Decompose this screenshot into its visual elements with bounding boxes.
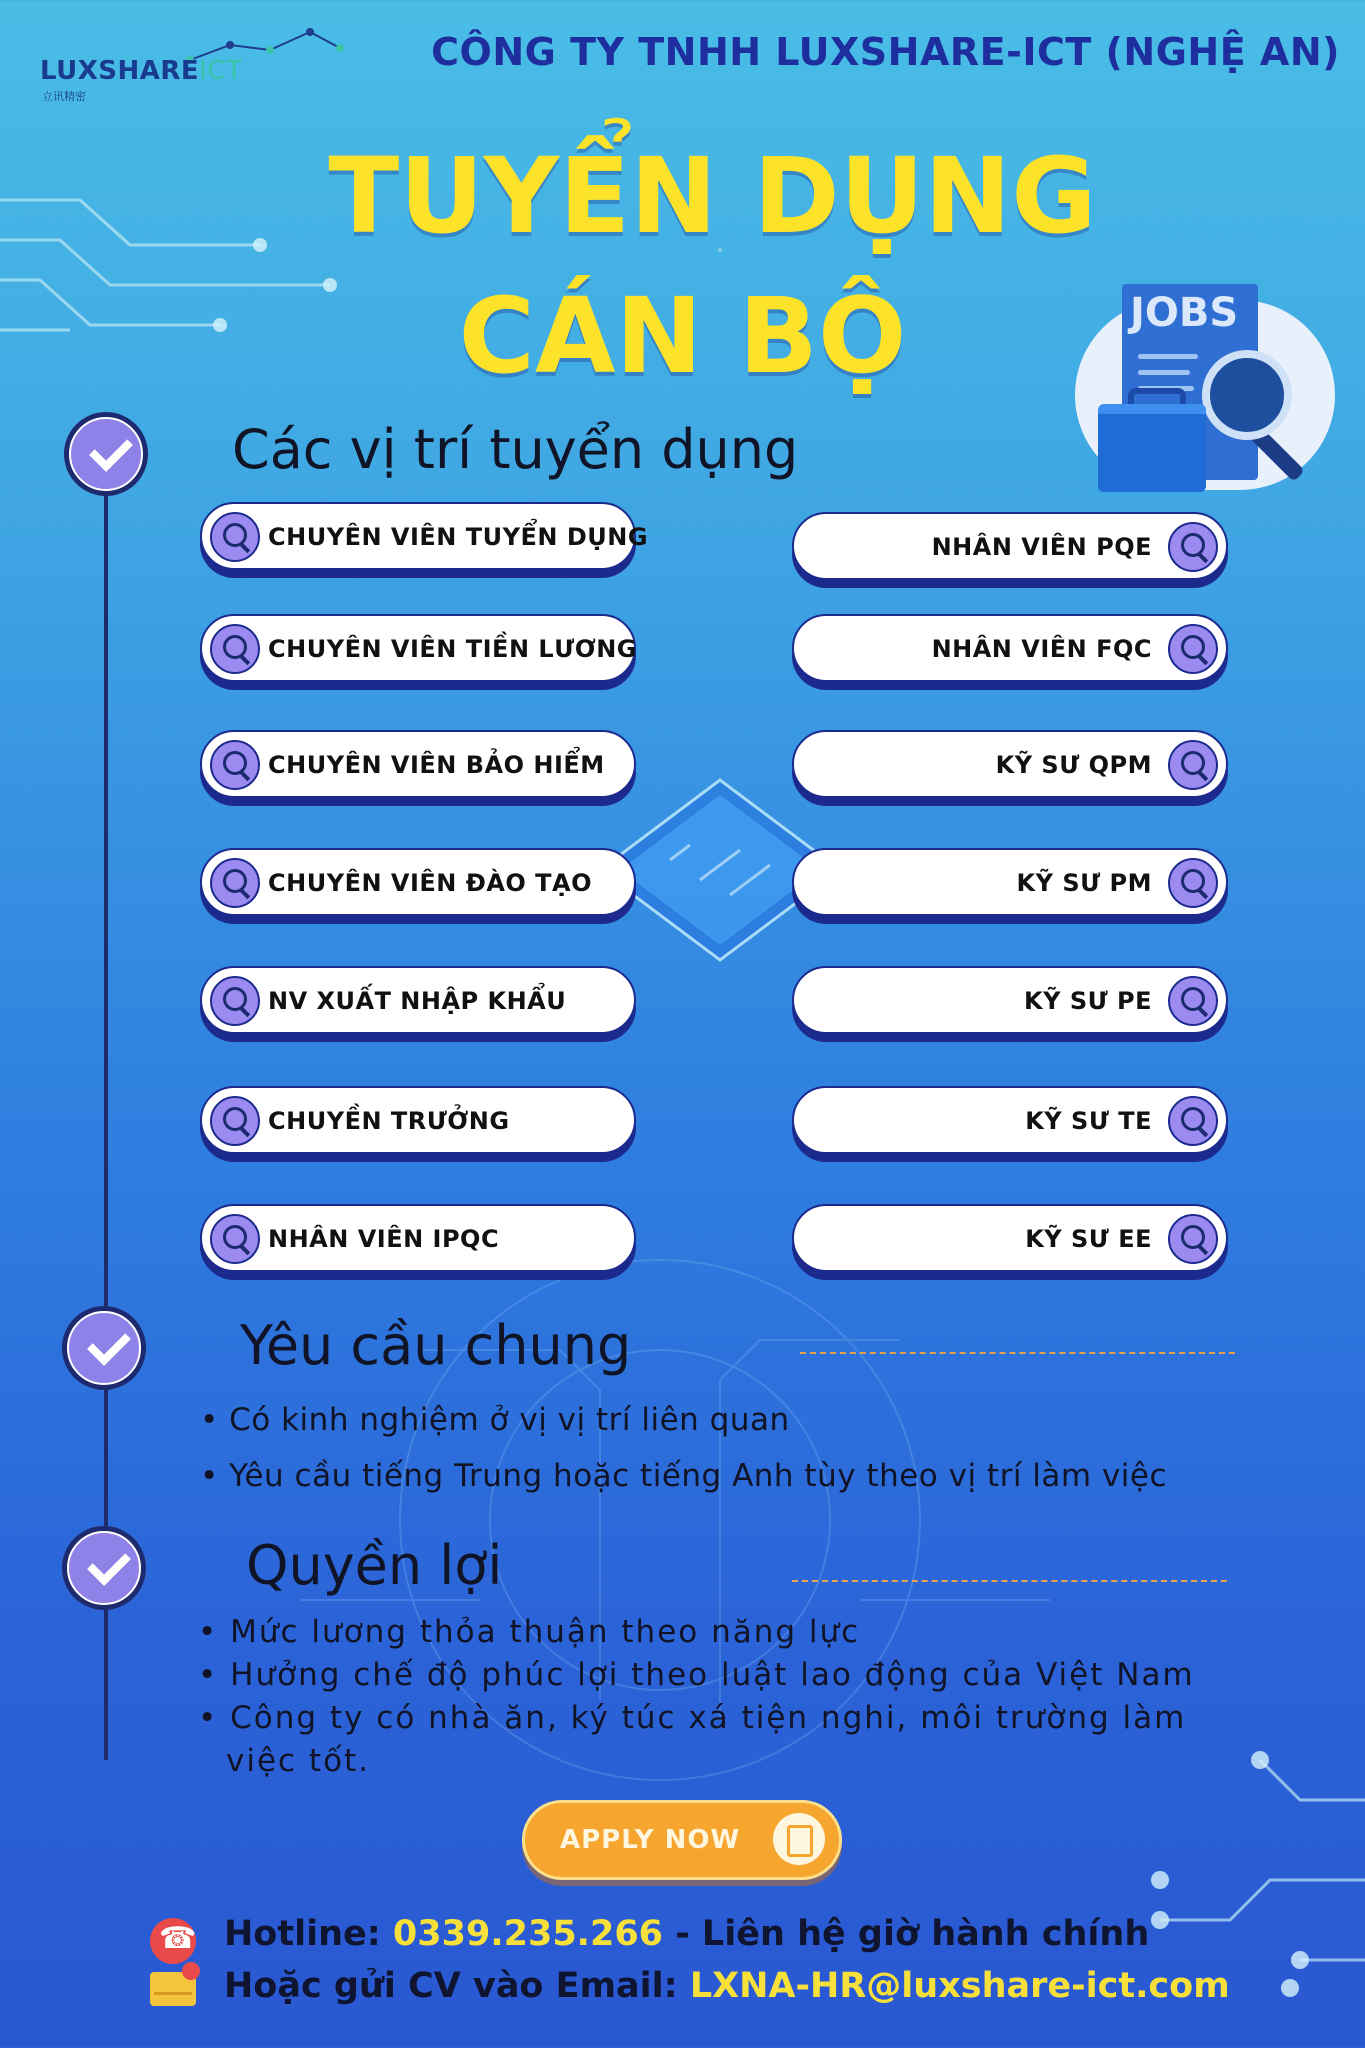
email-address[interactable]: LXNA-HR@luxshare-ict.com	[689, 1966, 1230, 2006]
requirement-item: • Yêu cầu tiếng Trung hoặc tiếng Anh tùy theo vị trí làm việc	[200, 1458, 1168, 1494]
hero-title-line1: TUYỂN DỤNG	[328, 135, 1097, 257]
search-icon	[1168, 624, 1218, 674]
company-logo	[40, 20, 320, 110]
position-pill[interactable]	[792, 512, 1228, 580]
jobs-label: JOBS	[1130, 290, 1239, 336]
email-label: Hoặc gửi CV vào Email:	[224, 1966, 678, 2006]
position-label: NV XUẤT NHẬP KHẨU	[268, 987, 567, 1015]
search-icon	[210, 624, 260, 674]
apply-now-button[interactable]	[522, 1800, 842, 1880]
notification-badge	[182, 1962, 200, 1980]
position-pill[interactable]	[792, 730, 1228, 798]
position-label: KỸ SƯ PM	[1016, 869, 1152, 897]
position-pill[interactable]	[200, 614, 636, 682]
hotline-label: Hotline:	[224, 1914, 381, 1954]
position-pill[interactable]	[792, 614, 1228, 682]
search-icon	[210, 1214, 260, 1264]
position-pill[interactable]	[792, 1204, 1228, 1272]
hotline-line	[224, 1914, 1149, 1954]
logo-subtitle: 立讯精密	[42, 90, 86, 103]
position-label: KỸ SƯ EE	[1025, 1225, 1152, 1253]
benefit-item: • Công ty có nhà ăn, ký túc xá tiện nghi, môi trường làm	[198, 1700, 1187, 1736]
search-icon	[210, 512, 260, 562]
position-label: NHÂN VIÊN FQC	[931, 635, 1152, 663]
apply-label: APPLY NOW	[560, 1825, 741, 1855]
search-icon	[210, 976, 260, 1026]
position-label: CHUYÊN VIÊN TUYỂN DỤNG	[268, 523, 649, 551]
check-icon	[64, 412, 148, 496]
hotline-number[interactable]: 0339.235.266	[392, 1914, 664, 1954]
search-icon	[210, 858, 260, 908]
divider	[800, 1352, 1235, 1354]
position-pill[interactable]	[200, 730, 636, 798]
check-icon	[62, 1526, 146, 1610]
position-label: CHUYÊN VIÊN TIỀN LƯƠNG	[268, 635, 637, 663]
requirements-heading: Yêu cầu chung	[240, 1314, 632, 1377]
benefit-item: việc tốt.	[226, 1743, 371, 1779]
document-edit-icon	[773, 1813, 825, 1865]
requirement-item: • Có kinh nghiệm ở vị vị trí liên quan	[200, 1402, 790, 1438]
position-pill[interactable]	[200, 966, 636, 1034]
magnifier-icon	[1202, 350, 1292, 440]
position-pill[interactable]	[792, 848, 1228, 916]
position-label: KỸ SƯ QPM	[995, 751, 1152, 779]
position-pill[interactable]	[200, 848, 636, 916]
search-icon	[1168, 858, 1218, 908]
phone-icon	[150, 1918, 196, 1964]
position-label: CHUYÊN VIÊN BẢO HIỂM	[268, 751, 605, 779]
position-pill[interactable]	[200, 1086, 636, 1154]
check-icon	[62, 1306, 146, 1390]
position-pill[interactable]	[200, 502, 649, 570]
briefcase-icon	[1098, 404, 1206, 492]
position-label: CHUYÊN VIÊN ĐÀO TẠO	[268, 869, 593, 897]
logo-wordmark: LUXSHAREICT	[40, 56, 243, 86]
position-label: NHÂN VIÊN IPQC	[268, 1225, 500, 1253]
benefit-item: • Hưởng chế độ phúc lợi theo luật lao động của Việt Nam	[198, 1657, 1195, 1693]
hero-title-line2: CÁN BỘ	[458, 275, 907, 397]
search-icon	[1168, 976, 1218, 1026]
position-label: KỸ SƯ PE	[1023, 987, 1152, 1015]
company-name: CÔNG TY TNHH LUXSHARE-ICT (NGHỆ AN)	[431, 30, 1340, 74]
search-icon	[1168, 522, 1218, 572]
divider	[792, 1580, 1227, 1582]
position-label: NHÂN VIÊN PQE	[931, 533, 1152, 561]
search-icon	[1168, 1096, 1218, 1146]
email-line	[224, 1966, 1230, 2006]
position-pill[interactable]	[200, 1204, 636, 1272]
search-icon	[1168, 740, 1218, 790]
benefits-heading: Quyền lợi	[246, 1534, 503, 1597]
benefit-item: • Mức lương thỏa thuận theo năng lực	[198, 1614, 861, 1650]
hotline-note: - Liên hệ giờ hành chính	[675, 1914, 1150, 1954]
position-pill[interactable]	[792, 1086, 1228, 1154]
search-icon	[210, 1096, 260, 1146]
position-label: KỸ SƯ TE	[1025, 1107, 1152, 1135]
search-icon	[1168, 1214, 1218, 1264]
search-icon	[210, 740, 260, 790]
positions-heading: Các vị trí tuyển dụng	[232, 418, 799, 481]
doc-line	[1138, 354, 1198, 359]
position-pill[interactable]	[792, 966, 1228, 1034]
doc-line	[1138, 370, 1190, 375]
position-label: CHUYỀN TRƯỞNG	[268, 1107, 510, 1135]
